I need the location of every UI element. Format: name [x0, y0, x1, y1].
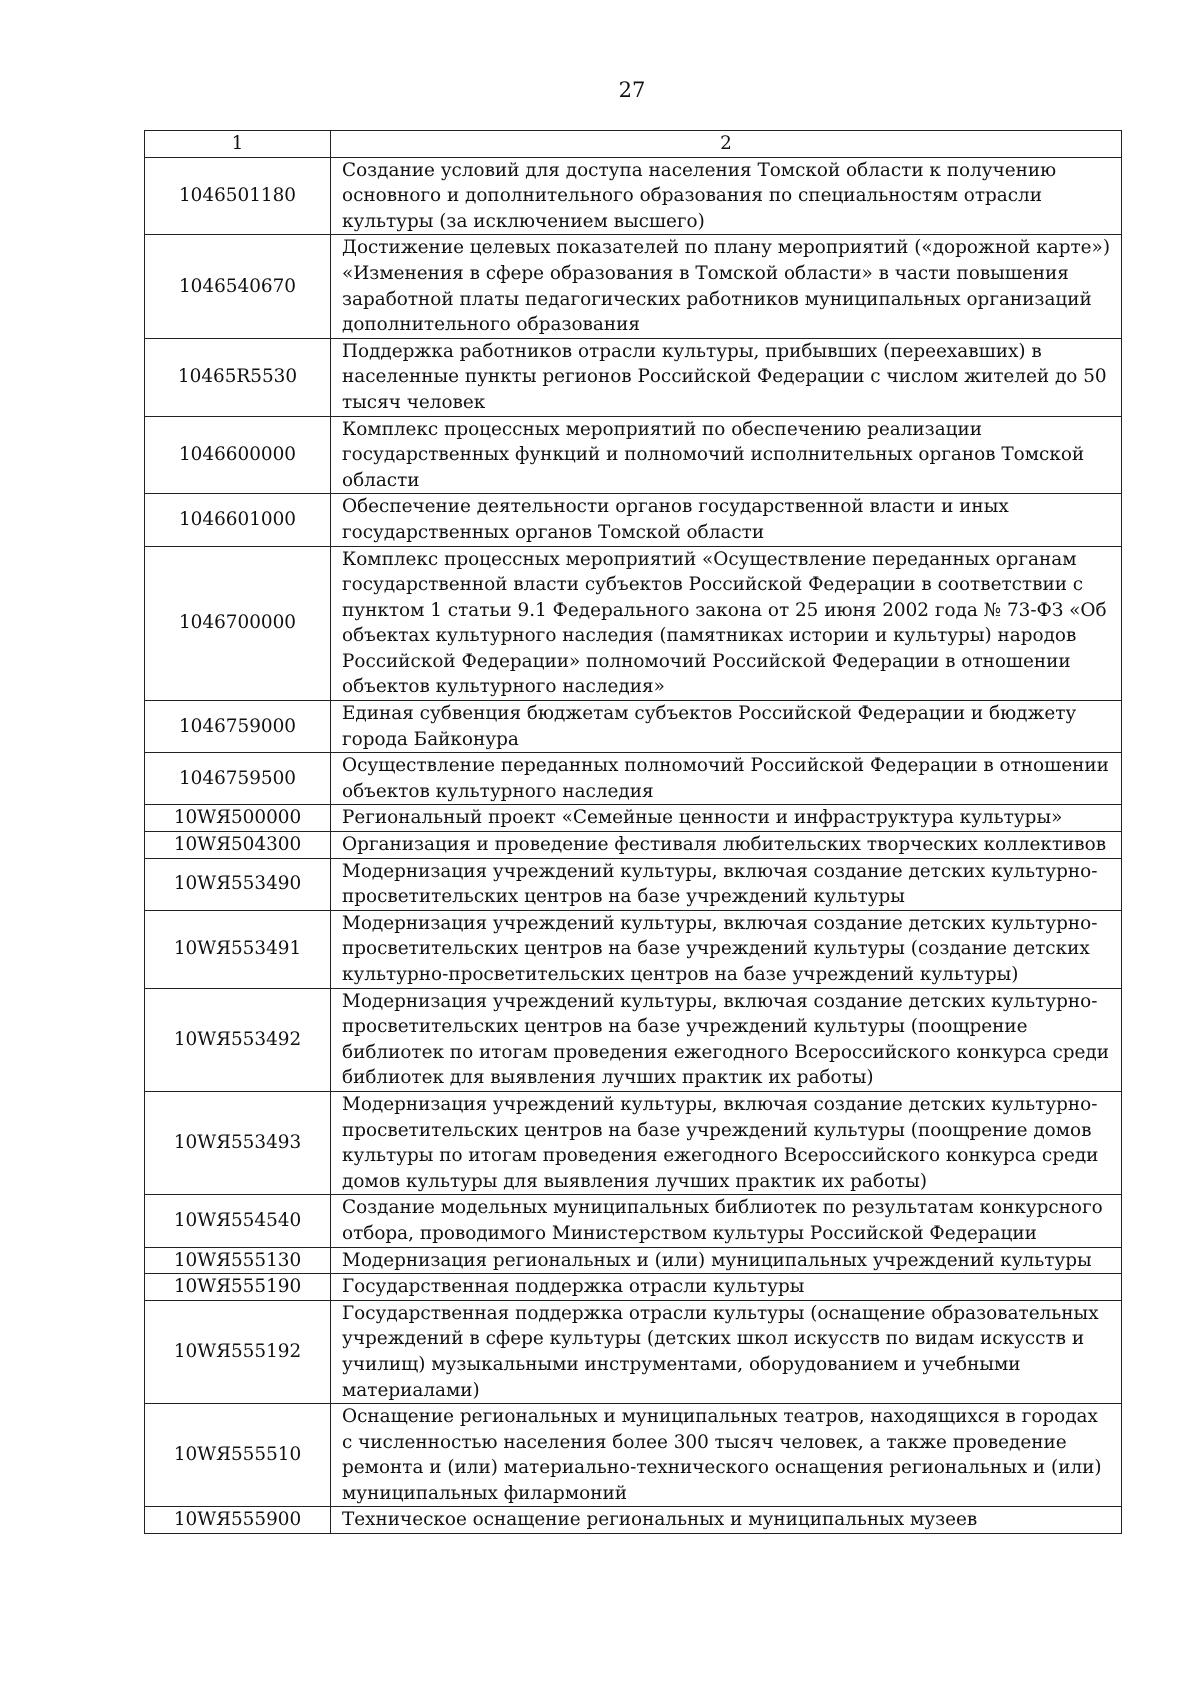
row-code: 1046700000 [145, 546, 331, 701]
table-row [145, 157, 1122, 235]
row-description: Создание модельных муниципальных библиотек по результатам конкурсного отбора, проводимого Министерством культуры Российской Федерации [331, 1195, 1122, 1247]
table-row [145, 1274, 1122, 1301]
table-row [145, 910, 1122, 988]
row-description: Государственная поддержка отрасли культуры (оснащение образовательных учреждений в сфере культуры (детских школ искусств по видам искусств и училищ) музыкальными инструментами, оборудованием и учебными материалами) [331, 1300, 1122, 1403]
column-header-description: 2 [331, 131, 1122, 158]
table-row [145, 235, 1122, 338]
row-description: Достижение целевых показателей по плану мероприятий («дорожной карте») «Изменения в сфере образования в Томской области» в части повышения заработной платы педагогических работников муниципальных организаций дополнительного образования [331, 235, 1122, 338]
table-row [145, 988, 1122, 1091]
table-row [145, 701, 1122, 753]
row-code: 1046601000 [145, 494, 331, 546]
row-description: Осуществление переданных полномочий Российской Федерации в отношении объектов культурного наследия [331, 753, 1122, 805]
row-code: 10WЯ553491 [145, 910, 331, 988]
table-row [145, 858, 1122, 910]
row-code: 1046759500 [145, 753, 331, 805]
row-code: 10WЯ555190 [145, 1274, 331, 1301]
row-description: Комплекс процессных мероприятий по обеспечению реализации государственных функций и полномочий исполнительных органов Томской области [331, 416, 1122, 494]
row-code: 1046540670 [145, 235, 331, 338]
row-description: Техническое оснащение региональных и муниципальных музеев [331, 1507, 1122, 1534]
table-row [145, 1091, 1122, 1194]
table-row [145, 1507, 1122, 1534]
row-description: Модернизация региональных и (или) муниципальных учреждений культуры [331, 1247, 1122, 1274]
row-code: 10WЯ553493 [145, 1091, 331, 1194]
budget-classification-table [144, 130, 1122, 1534]
table-row [145, 1300, 1122, 1403]
row-description: Оснащение региональных и муниципальных театров, находящихся в городах с численностью населения более 300 тысяч человек, а также проведение ремонта и (или) материально-технического оснащения региональных и (или) муниципальных филармоний [331, 1404, 1122, 1507]
table-row [145, 416, 1122, 494]
table-row [145, 832, 1122, 859]
row-description: Государственная поддержка отрасли культуры [331, 1274, 1122, 1301]
table-row [145, 1404, 1122, 1507]
row-code: 10WЯ500000 [145, 805, 331, 832]
row-code: 10WЯ554540 [145, 1195, 331, 1247]
row-code: 10WЯ553492 [145, 988, 331, 1091]
table-row [145, 805, 1122, 832]
row-description: Комплекс процессных мероприятий «Осуществление переданных органам государственной власти субъектов Российской Федерации в соответствии с пунктом 1 статьи 9.1 Федерального закона от 25 июня 2002 года № 73-ФЗ «Об объектах культурного наследия (памятниках истории и культуры) народов Российской Федерации» полномочий Российской Федерации в отношении объектов культурного наследия» [331, 546, 1122, 701]
table-row [145, 1247, 1122, 1274]
row-code: 10WЯ555900 [145, 1507, 331, 1534]
row-code: 10WЯ504300 [145, 832, 331, 859]
row-code: 10WЯ555130 [145, 1247, 331, 1274]
row-code: 10WЯ553490 [145, 858, 331, 910]
table-row [145, 1195, 1122, 1247]
table-row [145, 494, 1122, 546]
row-code: 1046600000 [145, 416, 331, 494]
row-code: 10WЯ555510 [145, 1404, 331, 1507]
table-header-row [145, 131, 1122, 158]
row-description: Создание условий для доступа населения Томской области к получению основного и дополнительного образования по специальностям отрасли культуры (за исключением высшего) [331, 157, 1122, 235]
row-description: Организация и проведение фестиваля любительских творческих коллективов [331, 832, 1122, 859]
row-description: Обеспечение деятельности органов государственной власти и иных государственных органов Томской области [331, 494, 1122, 546]
row-description: Поддержка работников отрасли культуры, прибывших (переехавших) в населенные пункты регионов Российской Федерации с числом жителей до 50 тысяч человек [331, 338, 1122, 416]
row-description: Модернизация учреждений культуры, включая создание детских культурно-просветительских центров на базе учреждений культуры (поощрение библиотек по итогам проведения ежегодного Всероссийского конкурса среди библиотек для выявления лучших практик их работы) [331, 988, 1122, 1091]
row-description: Региональный проект «Семейные ценности и инфраструктура культуры» [331, 805, 1122, 832]
column-header-code: 1 [145, 131, 331, 158]
row-code: 1046501180 [145, 157, 331, 235]
row-description: Единая субвенция бюджетам субъектов Российской Федерации и бюджету города Байконура [331, 701, 1122, 753]
page-number: 27 [618, 78, 646, 102]
row-code: 10465R5530 [145, 338, 331, 416]
row-description: Модернизация учреждений культуры, включая создание детских культурно-просветительских центров на базе учреждений культуры (поощрение домов культуры по итогам проведения ежегодного Всероссийского конкурса среди домов культуры для выявления лучших практик их работы) [331, 1091, 1122, 1194]
row-description: Модернизация учреждений культуры, включая создание детских культурно-просветительских центров на базе учреждений культуры [331, 858, 1122, 910]
table-row [145, 753, 1122, 805]
row-code: 10WЯ555192 [145, 1300, 331, 1403]
row-description: Модернизация учреждений культуры, включая создание детских культурно-просветительских центров на базе учреждений культуры (создание детских культурно-просветительских центров на базе учреждений культуры) [331, 910, 1122, 988]
table-row [145, 338, 1122, 416]
table-row [145, 546, 1122, 701]
row-code: 1046759000 [145, 701, 331, 753]
